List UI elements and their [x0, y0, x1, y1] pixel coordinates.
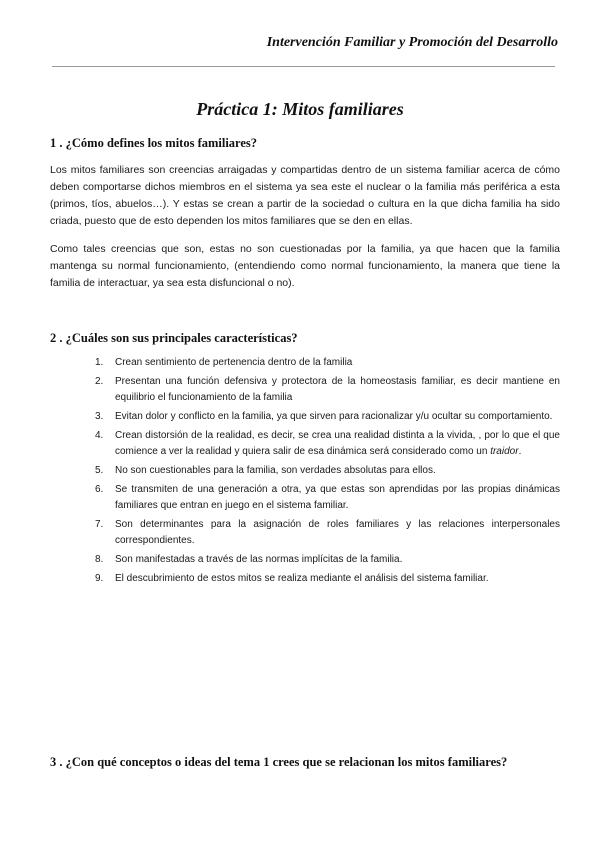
list-item: [95, 374, 560, 406]
list-item-text: Crean sentimiento de pertenencia dentro de la familia: [115, 357, 353, 368]
list-item: [95, 482, 560, 514]
list-item-number: 6.: [95, 484, 104, 495]
list-item-emphasis: traidor: [490, 446, 519, 457]
list-item-number: 3.: [95, 411, 104, 422]
list-item-tail: .: [518, 446, 522, 457]
list-item-text: Se transmiten de una generación a otra, ya que estas son aprendidas por las propias dinámicas familiares que entran en juego en el sistema familiar.: [115, 484, 560, 511]
list-item-text: Son determinantes para la asignación de roles familiares y las relaciones interpersonales correspondientes.: [115, 519, 560, 546]
list-item-text: Son manifestadas a través de las normas implícitas de la familia.: [115, 554, 403, 565]
question-1-paragraph-1: Los mitos familiares son creencias arraigadas y compartidas dentro de un sistema familiar acerca de cómo deben comportarse dichos miembros en el sistema ya sea este el nuclear o la familia más periférica a esta (primos, tíos, abuelos…). Y estas se crean a partir de la sociedad o cultura en la que dicha familia ha sido criada, puesto que de esto dependen los mitos familiares que se den en ellas.: [50, 164, 560, 227]
list-item-number: 1.: [95, 357, 104, 368]
list-item-number: 5.: [95, 465, 104, 476]
question-3-heading: 3 . ¿Con qué conceptos o ideas del tema 1 crees que se relacionan los mitos familiares?: [50, 755, 508, 769]
question-2-heading: 2 . ¿Cuáles son sus principales características?: [50, 331, 298, 345]
list-item-text: No son cuestionables para la familia, son verdades absolutas para ellos.: [115, 465, 436, 476]
question-1-paragraph-2: Como tales creencias que son, estas no son cuestionadas por la familia, ya que hacen que la familia mantenga su normal funcionamiento, (entendiendo como normal funcionamiento, la manera que tiene la familia de interactuar, ya sea esta disfuncional o no).: [50, 243, 560, 289]
header-divider: [52, 66, 555, 67]
list-item-number: 8.: [95, 554, 104, 565]
list-item-number: 7.: [95, 519, 104, 530]
list-item-number: 4.: [95, 430, 104, 441]
list-item: [95, 409, 560, 425]
question-1-heading: 1 . ¿Cómo defines los mitos familiares?: [50, 136, 258, 150]
list-item: [95, 552, 560, 568]
list-item: [95, 571, 560, 587]
list-item: [95, 463, 560, 479]
list-item: [95, 355, 560, 371]
list-item: [95, 517, 560, 549]
list-item-text: Presentan una función defensiva y protectora de la homeostasis familiar, es decir mantiene en equilibrio el funcionamiento de la familia: [115, 376, 560, 403]
running-header-title: Intervención Familiar y Promoción del Desarrollo: [266, 35, 558, 50]
list-item-number: 9.: [95, 573, 104, 584]
document-title: Práctica 1: Mitos familiares: [196, 99, 404, 119]
list-item-text: Crean distorsión de la realidad, es decir, se crea una realidad distinta a la vivida, , por lo que el que comience a ver la realidad y quiera salir de esa dinámica será considerado como un: [115, 430, 560, 457]
list-item: [95, 428, 560, 460]
list-item-text: El descubrimiento de estos mitos se realiza mediante el análisis del sistema familiar.: [115, 573, 489, 584]
list-item-number: 2.: [95, 376, 104, 387]
characteristics-list: [95, 355, 560, 590]
list-item-text: Evitan dolor y conflicto en la familia, ya que sirven para racionalizar y/u ocultar su comportamiento.: [115, 411, 553, 422]
